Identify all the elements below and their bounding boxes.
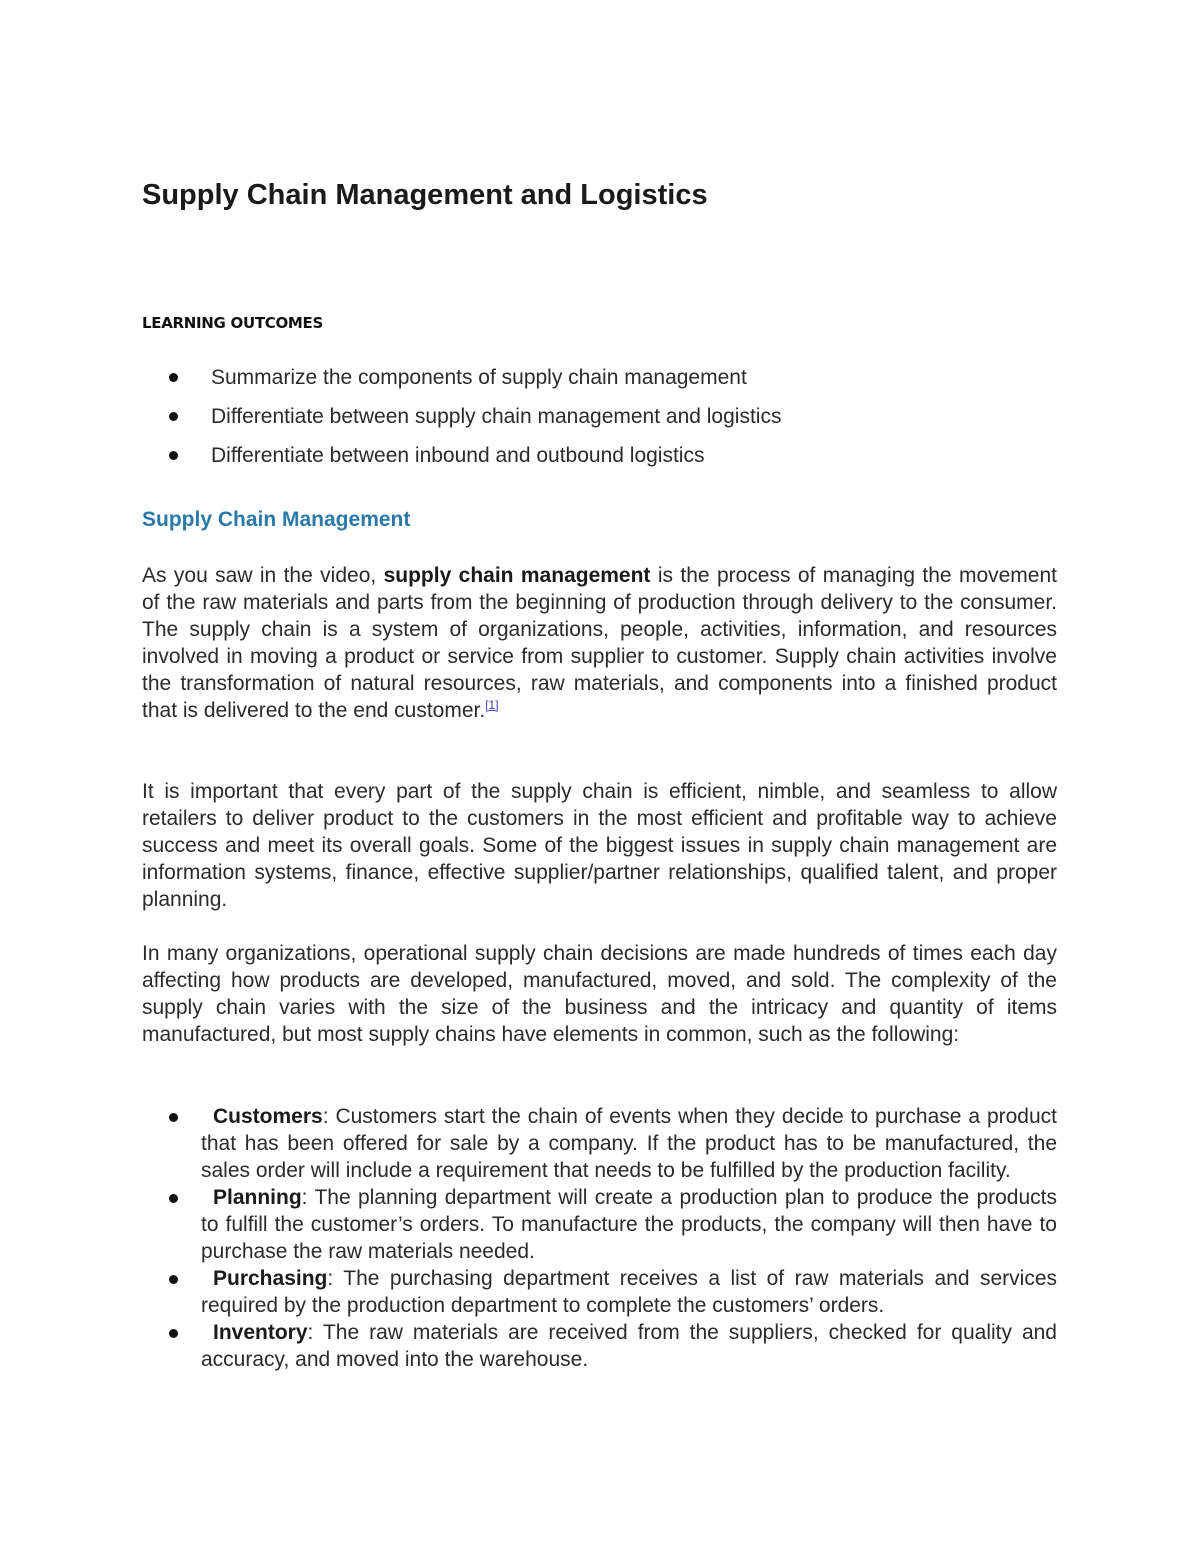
bullet-icon: [169, 412, 178, 421]
paragraph-intro: As you saw in the video,: [142, 564, 384, 587]
list-item: [142, 1265, 1057, 1319]
list-item: [142, 1184, 1057, 1265]
learning-outcomes-list: [142, 358, 1042, 475]
list-item-text: Summarize the components of supply chain management: [211, 366, 747, 389]
list-item-text: Differentiate between supply chain management and logistics: [211, 405, 782, 428]
paragraph-body: is the process of managing the movement of the raw materials and parts from the beginning of production through delivery to the consumer. The supply chain is a system of organizations, people, activities, information, and resources involved in moving a product or service from supplier to customer. Supply chain activities involve the transformation of natural resources, raw materials, and components into a finished product that is delivered to the end customer.: [142, 564, 1057, 722]
list-item: [142, 436, 1042, 475]
list-item-text: Differentiate between inbound and outbound logistics: [211, 444, 705, 467]
bullet-icon: [169, 373, 178, 382]
key-term: supply chain management: [383, 564, 651, 587]
list-item: [142, 1103, 1057, 1184]
bullet-icon: [169, 1194, 178, 1203]
element-term: Purchasing: [213, 1267, 328, 1290]
bullet-icon: [169, 1275, 178, 1284]
document-title: Supply Chain Management and Logistics: [142, 179, 708, 211]
element-term: Customers: [213, 1105, 323, 1128]
element-text: : The raw materials are received from the suppliers, checked for quality and accuracy, and moved into the warehouse.: [201, 1321, 1057, 1371]
paragraph-definition: [142, 562, 1057, 724]
list-item: [142, 397, 1042, 436]
paragraph-efficiency: It is important that every part of the supply chain is efficient, nimble, and seamless to allow retailers to deliver product to the customers in the most efficient and profitable way to achieve success and meet its overall goals. Some of the biggest issues in supply chain management are information systems, finance, effective supplier/partner relationships, qualified talent, and proper planning.: [142, 780, 1057, 911]
list-item: [142, 358, 1042, 397]
element-term: Inventory: [213, 1321, 308, 1344]
element-term: Planning: [213, 1186, 302, 1209]
bullet-icon: [169, 451, 178, 460]
bullet-icon: [169, 1329, 178, 1338]
bullet-icon: [169, 1113, 178, 1122]
footnote-link[interactable]: [1]: [485, 698, 499, 712]
element-text: : The purchasing department receives a list of raw materials and services required by the production department to complete the customers’ orders.: [201, 1267, 1057, 1317]
paragraph-decisions: In many organizations, operational supply chain decisions are made hundreds of times each day affecting how products are developed, manufactured, moved, and sold. The complexity of the supply chain varies with the size of the business and the intricacy and quantity of items manufactured, but most supply chains have elements in common, such as the following:: [142, 942, 1057, 1046]
learning-outcomes-heading: LEARNING OUTCOMES: [142, 314, 323, 332]
list-item: [142, 1319, 1057, 1373]
element-text: : The planning department will create a production plan to produce the products to fulfill the customer’s orders. To manufacture the products, the company will then have to purchase the raw materials needed.: [201, 1186, 1057, 1263]
supply-chain-elements-list: [142, 1103, 1057, 1373]
element-text: : Customers start the chain of events when they decide to purchase a product that has been offered for sale by a company. If the product has to be manufactured, the sales order will include a requirement that needs to be fulfilled by the production facility.: [201, 1105, 1057, 1182]
section-heading: Supply Chain Management: [142, 508, 411, 531]
